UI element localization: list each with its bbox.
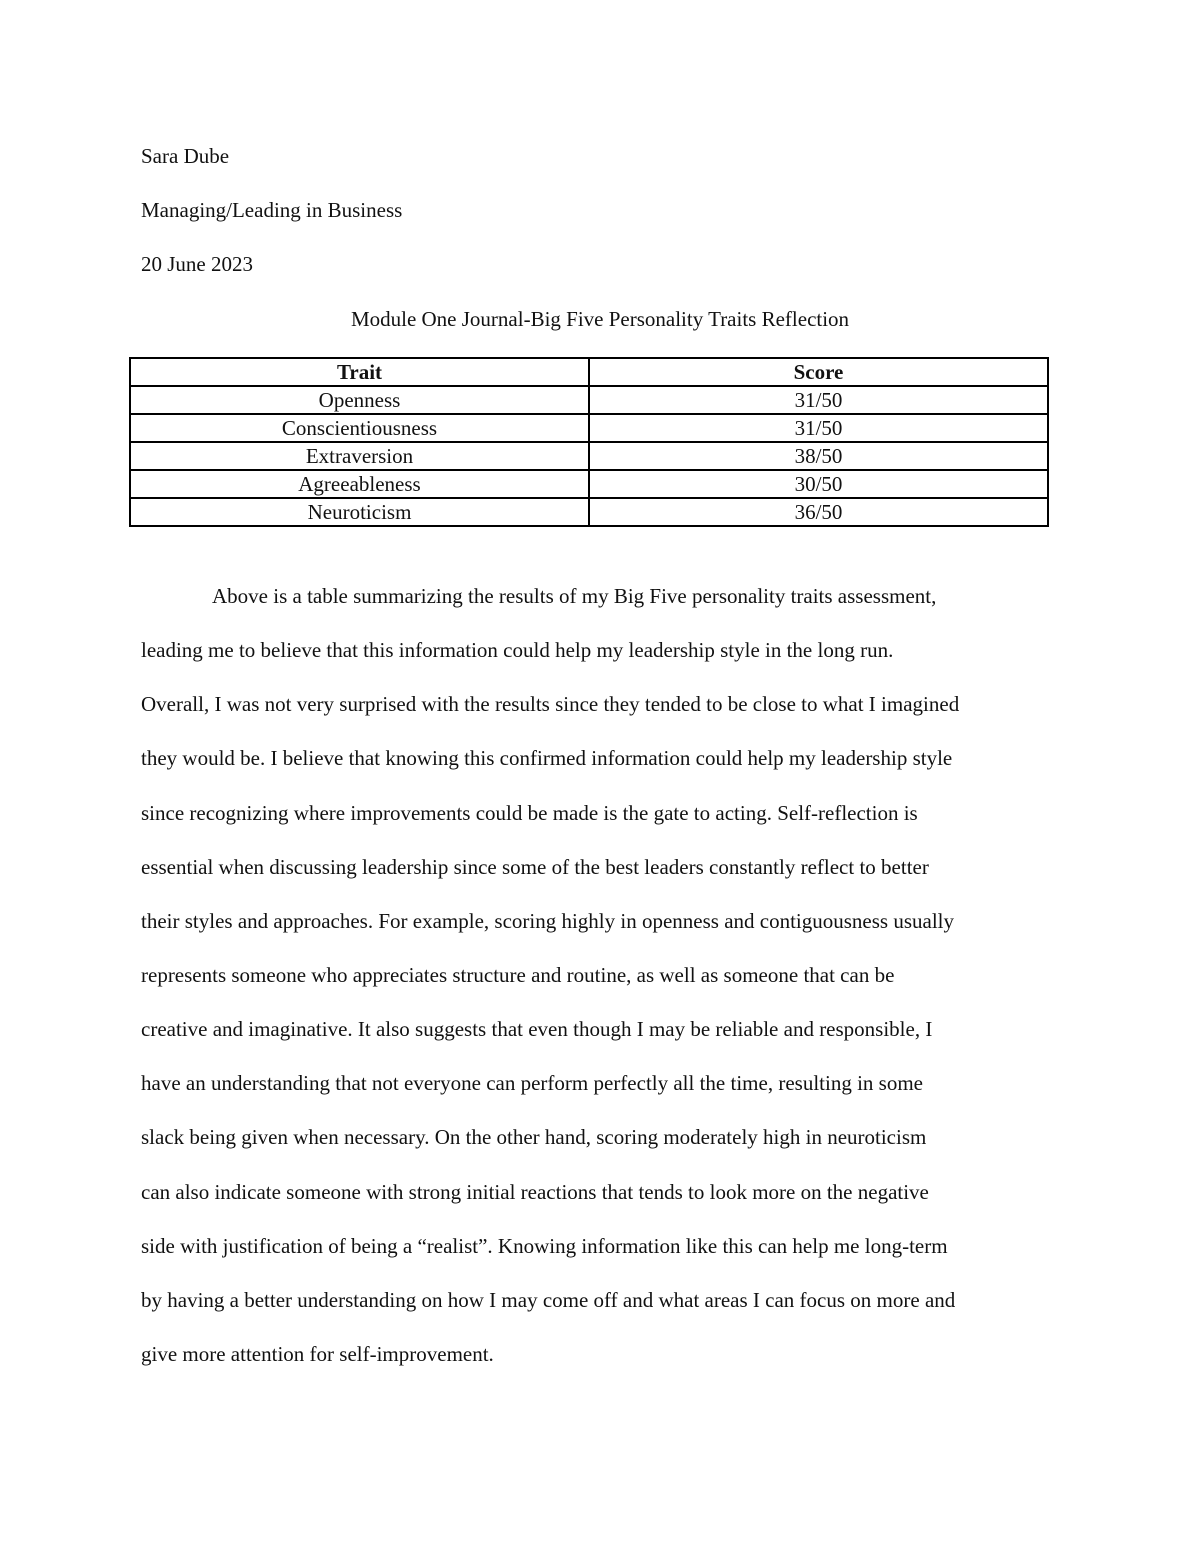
table-row (130, 414, 1048, 442)
paragraph-line: represents someone who appreciates structure and routine, as well as someone that can be (141, 962, 895, 987)
paragraph-line: have an understanding that not everyone can perform perfectly all the time, resulting in some (141, 1071, 923, 1096)
paragraph-line: since recognizing where improvements could be made is the gate to acting. Self-reflection is (141, 800, 918, 825)
paragraph-line: can also indicate someone with strong initial reactions that tends to look more on the negative (141, 1179, 929, 1204)
score-cell: 30/50 (589, 470, 1048, 498)
score-cell: 31/50 (589, 386, 1048, 414)
table-row (130, 386, 1048, 414)
document-title: Module One Journal-Big Five Personality Traits Reflection (350, 307, 850, 331)
author-name: Sara Dube (141, 144, 230, 168)
score-cell: 36/50 (589, 498, 1048, 526)
trait-cell: Extraversion (130, 442, 589, 470)
document-date: 20 June 2023 (141, 252, 253, 276)
column-header-score: Score (589, 358, 1048, 386)
score-cell: 38/50 (589, 442, 1048, 470)
paragraph-line: give more attention for self-improvement. (141, 1341, 494, 1366)
paragraph-line: slack being given when necessary. On the other hand, scoring moderately high in neuroticism (141, 1125, 927, 1150)
body-paragraph (141, 577, 1081, 1389)
paragraph-line: their styles and approaches. For example, scoring highly in openness and contiguousness usually (141, 908, 955, 933)
paragraph-line: essential when discussing leadership since some of the best leaders constantly reflect to better (141, 854, 929, 879)
course-name: Managing/Leading in Business (141, 198, 403, 222)
trait-cell: Conscientiousness (130, 414, 589, 442)
trait-cell: Agreeableness (130, 470, 589, 498)
paragraph-line: Overall, I was not very surprised with the results since they tended to be close to what I imagined (141, 692, 960, 717)
paragraph-line: leading me to believe that this information could help my leadership style in the long run. (141, 638, 894, 663)
score-cell: 31/50 (589, 414, 1048, 442)
table-row (130, 442, 1048, 470)
paragraph-line: Above is a table summarizing the results of my Big Five personality traits assessment, (212, 584, 937, 608)
table-row (130, 470, 1048, 498)
paragraph-line: they would be. I believe that knowing this confirmed information could help my leadership style (141, 746, 953, 771)
paragraph-line: creative and imaginative. It also suggests that even though I may be reliable and responsible, I (141, 1017, 933, 1042)
table-row (130, 498, 1048, 526)
column-header-trait: Trait (130, 358, 589, 386)
paragraph-line: side with justification of being a “realist”. Knowing information like this can help me long-term (141, 1233, 948, 1258)
traits-table (129, 357, 1049, 527)
trait-cell: Openness (130, 386, 589, 414)
table-header-row (130, 358, 1048, 386)
trait-cell: Neuroticism (130, 498, 589, 526)
paragraph-line: by having a better understanding on how I may come off and what areas I can focus on more and (141, 1287, 956, 1312)
